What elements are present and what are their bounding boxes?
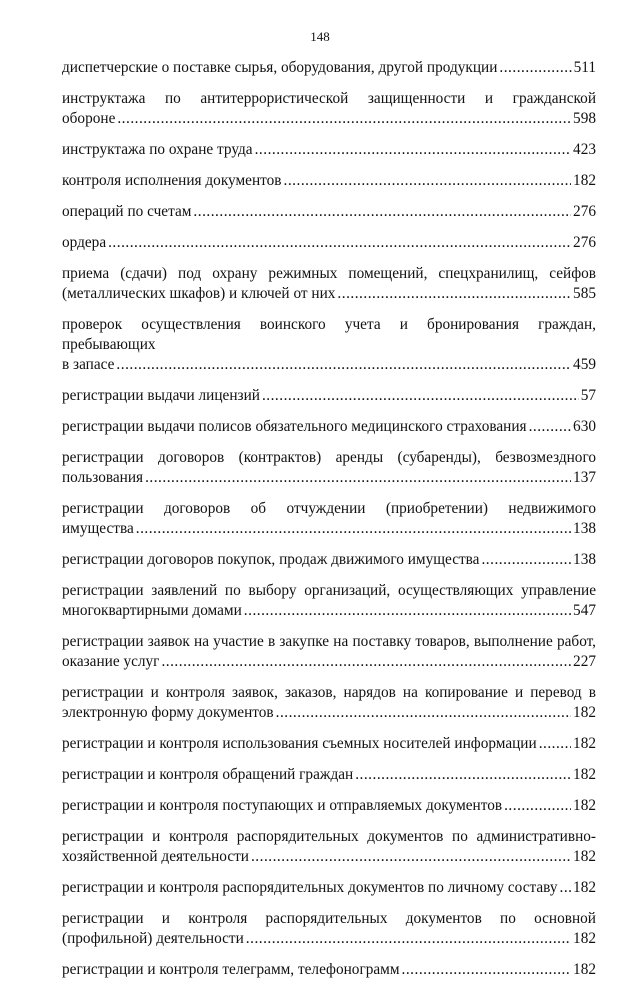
entry-first-line: регистрации и контроля распорядительных документов по административно- xyxy=(62,828,596,845)
entry-text: операций по счетам xyxy=(62,203,192,220)
entry-leader-line xyxy=(62,878,596,898)
entry-page-number: 276 xyxy=(573,203,596,220)
entry-page-number: 182 xyxy=(573,961,596,978)
entry-leader-line xyxy=(62,652,596,672)
entry-leader-line xyxy=(62,58,596,78)
entry-page-number: 182 xyxy=(573,735,596,752)
entry-page-number: 182 xyxy=(573,848,596,865)
entry-leader-line xyxy=(62,233,596,253)
index-entry xyxy=(62,878,596,898)
index-entry xyxy=(62,315,596,375)
entry-text: хозяйственной деятельности xyxy=(62,848,249,865)
dot-leader xyxy=(337,284,571,304)
entry-page-number: 182 xyxy=(573,797,596,814)
index-entry xyxy=(62,140,596,160)
entry-page-number: 137 xyxy=(573,469,596,486)
dot-leader xyxy=(499,58,571,78)
dot-leader xyxy=(246,929,571,949)
dot-leader xyxy=(284,171,572,191)
dot-leader xyxy=(193,202,571,222)
entry-page-number: 598 xyxy=(573,110,596,127)
entry-leader-line xyxy=(62,202,596,222)
entry-first-line: регистрации заявлений по выбору организаций, осуществляющих управление xyxy=(62,582,596,599)
index-entry xyxy=(62,960,596,980)
entry-leader-line xyxy=(62,109,596,129)
entry-leader-line xyxy=(62,386,596,406)
entry-page-number: 423 xyxy=(573,141,596,158)
entry-text: регистрации и контроля использования съемных носителей информации xyxy=(62,735,537,752)
dot-leader xyxy=(560,878,572,898)
entry-page-number: 547 xyxy=(573,602,596,619)
entry-text: обороне xyxy=(62,110,116,127)
entry-text: инструктажа по охране труда xyxy=(62,141,253,158)
index-entry xyxy=(62,58,596,78)
entry-first-line: инструктажа по антитеррористической защищенности и гражданской xyxy=(62,90,596,107)
entry-page-number: 182 xyxy=(573,172,596,189)
index-entry xyxy=(62,909,596,949)
entry-leader-line xyxy=(62,929,596,949)
entry-text: (металлических шкафов) и ключей от них xyxy=(62,285,336,302)
index-entry xyxy=(62,734,596,754)
index-entry xyxy=(62,632,596,672)
entry-text: контроля исполнения документов xyxy=(62,172,282,189)
dot-leader xyxy=(504,796,571,816)
entry-leader-line xyxy=(62,847,596,867)
dot-leader xyxy=(117,109,571,129)
entry-page-number: 630 xyxy=(573,418,596,435)
entry-first-line: приема (сдачи) под охрану режимных помещений, спецхранилищ, сейфов xyxy=(62,265,596,282)
entry-page-number: 182 xyxy=(573,930,596,947)
dot-leader xyxy=(145,468,571,488)
index-entry xyxy=(62,796,596,816)
dot-leader xyxy=(262,386,579,406)
dot-leader xyxy=(116,355,571,375)
entry-leader-line xyxy=(62,355,596,375)
entry-leader-line xyxy=(62,140,596,160)
entry-text: регистрации и контроля обращений граждан xyxy=(62,766,354,783)
entry-first-line: регистрации заявок на участие в закупке на поставку товаров, выполнение работ, xyxy=(62,633,596,650)
dot-leader xyxy=(255,140,571,160)
index-entry xyxy=(62,581,596,621)
index-entry xyxy=(62,448,596,488)
entry-leader-line xyxy=(62,468,596,488)
entry-page-number: 182 xyxy=(573,766,596,783)
entry-text: диспетчерские о поставке сырья, оборудования, другой продукции xyxy=(62,59,498,76)
index-entry xyxy=(62,89,596,129)
entry-text: регистрации и контроля телеграмм, телефонограмм xyxy=(62,961,400,978)
entry-text: пользования xyxy=(62,469,144,486)
entry-text: (профильной) деятельности xyxy=(62,930,244,947)
index-entry xyxy=(62,499,596,539)
index-entry xyxy=(62,765,596,785)
entry-text: оказание услуг xyxy=(62,653,160,670)
entry-first-line: регистрации договоров об отчуждении (приобретении) недвижимого xyxy=(62,500,596,517)
entry-leader-line xyxy=(62,960,596,980)
entry-leader-line xyxy=(62,519,596,539)
entry-first-line: регистрации и контроля распорядительных документов по основной xyxy=(62,910,596,927)
entry-text: в запасе xyxy=(62,356,115,373)
entry-leader-line xyxy=(62,550,596,570)
index-entry xyxy=(62,417,596,437)
entry-page-number: 57 xyxy=(580,387,596,404)
entry-leader-line xyxy=(62,601,596,621)
entry-leader-line xyxy=(62,765,596,785)
entry-text: регистрации договоров покупок, продаж движимого имущества xyxy=(62,551,480,568)
dot-leader xyxy=(481,550,571,570)
index-entry xyxy=(62,827,596,867)
entry-text: многоквартирными домами xyxy=(62,602,242,619)
entry-text: имущества xyxy=(62,520,134,537)
entry-leader-line xyxy=(62,171,596,191)
index-list xyxy=(62,58,596,991)
dot-leader xyxy=(539,734,571,754)
entry-text: электронную форму документов xyxy=(62,704,274,721)
entry-text: регистрации и контроля поступающих и отправляемых документов xyxy=(62,797,503,814)
index-entry xyxy=(62,233,596,253)
entry-text: регистрации выдачи лицензий xyxy=(62,387,260,404)
entry-leader-line xyxy=(62,417,596,437)
entry-first-line: регистрации договоров (контрактов) аренды (субаренды), безвозмездного xyxy=(62,449,596,466)
index-entry xyxy=(62,550,596,570)
dot-leader xyxy=(244,601,571,621)
dot-leader xyxy=(108,233,571,253)
index-entry xyxy=(62,202,596,222)
entry-first-line: проверок осуществления воинского учета и бронирования граждан, пребывающих xyxy=(62,316,596,353)
entry-text: ордера xyxy=(62,234,107,251)
entry-page-number: 459 xyxy=(573,356,596,373)
entry-page-number: 227 xyxy=(573,653,596,670)
index-entry xyxy=(62,386,596,406)
index-entry xyxy=(62,683,596,723)
entry-leader-line xyxy=(62,734,596,754)
entry-leader-line xyxy=(62,796,596,816)
entry-page-number: 511 xyxy=(573,59,596,76)
dot-leader xyxy=(355,765,571,785)
entry-page-number: 138 xyxy=(573,520,596,537)
dot-leader xyxy=(251,847,571,867)
dot-leader xyxy=(276,703,571,723)
dot-leader xyxy=(402,960,572,980)
entry-page-number: 585 xyxy=(573,285,596,302)
entry-first-line: регистрации и контроля заявок, заказов, нарядов на копирование и перевод в xyxy=(62,684,596,701)
index-entry xyxy=(62,171,596,191)
page-number: 148 xyxy=(310,29,330,44)
entry-leader-line xyxy=(62,284,596,304)
dot-leader xyxy=(161,652,571,672)
entry-text: регистрации и контроля распорядительных документов по личному составу xyxy=(62,879,558,896)
dot-leader xyxy=(136,519,571,539)
dot-leader xyxy=(529,417,571,437)
entry-page-number: 138 xyxy=(573,551,596,568)
entry-leader-line xyxy=(62,703,596,723)
entry-page-number: 182 xyxy=(573,879,596,896)
entry-page-number: 182 xyxy=(573,704,596,721)
entry-page-number: 276 xyxy=(573,234,596,251)
entry-text: регистрации выдачи полисов обязательного медицинского страхования xyxy=(62,418,527,435)
index-entry xyxy=(62,264,596,304)
